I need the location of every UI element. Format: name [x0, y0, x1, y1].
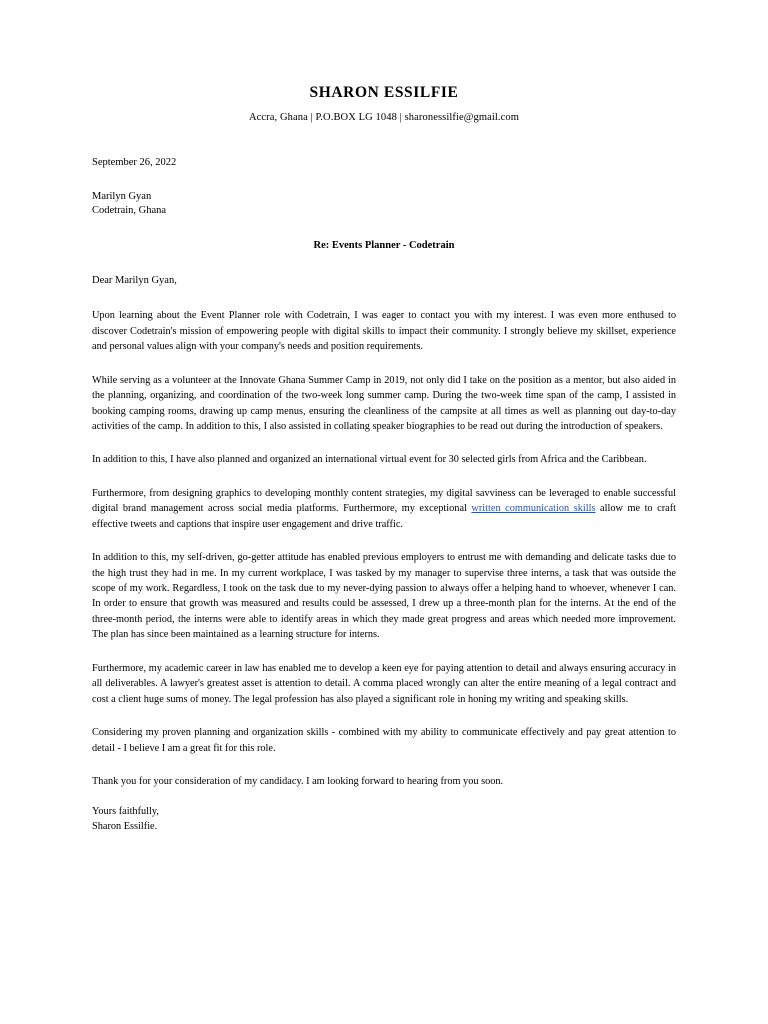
paragraph-text-after-link: allow me to craft effective tweets and captions that inspire user engagement and drive traffic. — [92, 503, 676, 530]
letter-content — [92, 84, 676, 835]
recipient-name: Marilyn Gyan — [92, 191, 152, 202]
signoff-line: Yours faithfully, — [92, 806, 159, 818]
page-title: SHARON ESSILFIE — [309, 84, 459, 101]
body-paragraph: In addition to this, my self-driven, go-getter attitude has enabled previous employers to entrust me with demanding and delicate tasks due to the high trust they had in me. In my current workplace, I was tasked by my manager to supervise three interns, a task that was outside the scope of my work. Regardless, I took on the task due to my never-dying passion to always offer a helping hand to whoever, whenever I can. In order to ensure that growth was measured and results could be assessed, I drew up a three-month plan for the interns. At the end of the three-month period, the interns were able to identify areas in which they made great progress and areas which needed more improvement. The plan has since been maintained as a learning structure for interns. — [92, 552, 676, 641]
letter-salutation: Dear Marilyn Gyan, — [92, 275, 177, 287]
body-paragraph: Furthermore, my academic career in law has enabled me to develop a keen eye for paying attention to detail and always ensuring accuracy in all deliverables. A lawyer's greatest asset is attention to detail. A comma placed wrongly can alter the entire meaning of a legal contract and cost a client huge sums of money. The legal profession has also played a significant role in honing my writing and speaking skills. — [92, 662, 676, 705]
body-paragraph: Upon learning about the Event Planner role with Codetrain, I was eager to contact you with my interest. I was even more enthused to discover Codetrain's mission of empowering people with digital skills to impact their community. I strongly believe my skillset, experience and personal values align with your company's needs and position requirements. — [92, 310, 676, 353]
letter-subject: Re: Events Planner - Codetrain — [313, 240, 455, 252]
recipient-organization: Codetrain, Ghana — [92, 205, 167, 217]
signoff-block — [92, 805, 676, 835]
body-paragraph: Considering my proven planning and organization skills - combined with my ability to communicate effectively and pay great attention to detail - I believe I am a great fit for this role. — [92, 727, 676, 754]
written-communication-skills-link[interactable]: written communication skills — [471, 503, 596, 515]
contact-line: Accra, Ghana | P.O.BOX LG 1048 | sharonessilfie@gmail.com — [248, 112, 520, 123]
body-paragraph: While serving as a volunteer at the Innovate Ghana Summer Camp in 2019, not only did I take on the position as a mentor, but also aided in the planning, organizing, and coordination of the two-week long summer camp. During the two-week time span of the camp, I assisted in booking camping rooms, drawing up camp menus, ensuring the cleanliness of the campsite at all times as well as planning out day-to-day activities of the camp. In addition to this, I also assisted in collating speaker biographies to be read out during the introduction of speakers. — [92, 374, 676, 432]
recipient-block — [92, 190, 676, 218]
body-paragraph-with-link — [92, 486, 676, 532]
signature-name: Sharon Essilfie. — [92, 821, 158, 833]
thank-you-line: Thank you for your consideration of my candidacy. I am looking forward to hearing from you soon. — [92, 775, 504, 787]
body-paragraph: In addition to this, I have also planned and organized an international virtual event for 30 selected girls from Africa and the Caribbean. — [92, 454, 647, 466]
letter-date: September 26, 2022 — [92, 157, 177, 168]
paragraph-text-before-link: Furthermore, from designing graphics to developing monthly content strategies, my digital savviness can be leveraged to enable successful digital brand management across social media platforms. Furthermore, my exceptional — [92, 487, 676, 515]
